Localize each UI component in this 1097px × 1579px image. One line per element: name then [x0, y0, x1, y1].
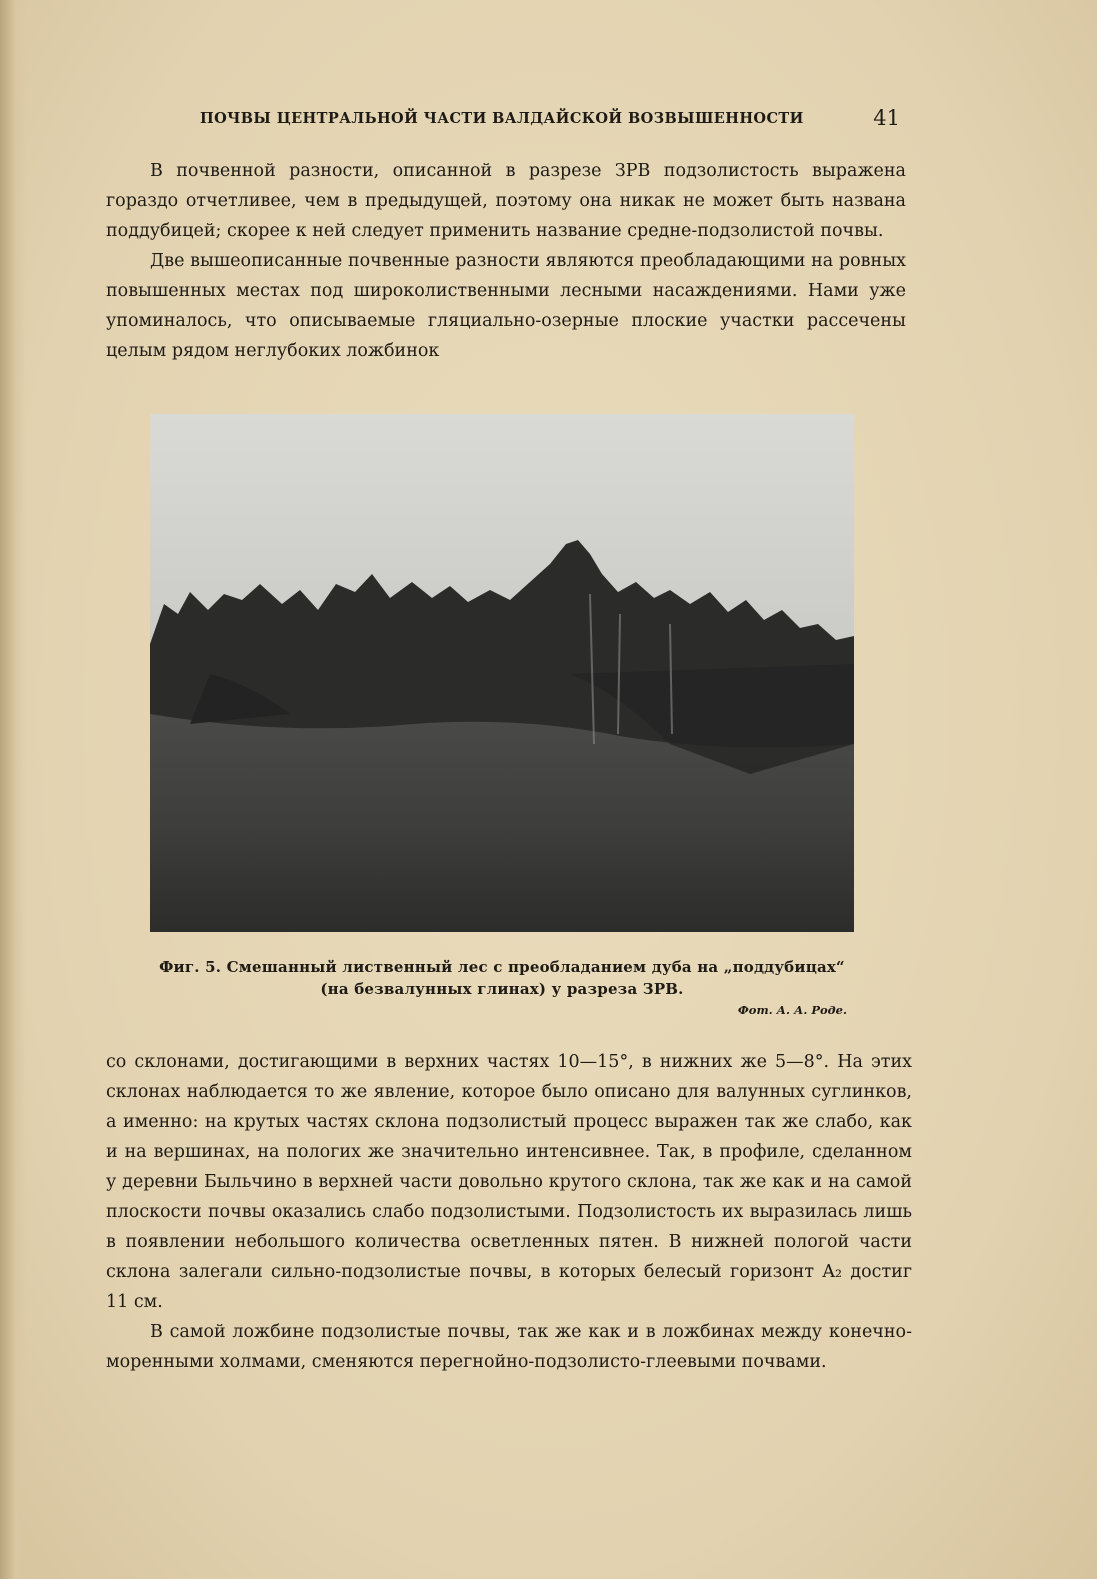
forest-photo-illustration: [150, 414, 854, 932]
figure-caption: [150, 956, 854, 1000]
page-header: [200, 106, 900, 132]
photo-credit: Фот. А. А. Роде.: [737, 1003, 847, 1017]
text-block-top: [106, 156, 906, 366]
paragraph: со склонами, достигающими в верхних частях 10—15°, в нижних же 5—8°. На этих склонах наблюдается то же явление, которое было описано для валунных суглинков, а именно: на крутых частях склона подзолистый процесс выражен так же слабо, как и на вершинах, на пологих же значительно интенсивнее. Так, в профиле, сделанном у деревни Быльчино в верхней части довольно крутого склона, так же как и на самой плоскости почвы оказались слабо подзолистыми. Подзолистость их выразилась лишь в появлении небольшого количества осветленных пятен. В нижней пологой части склона залегали сильно-подзолистые почвы, в которых белесый горизонт A₂ достиг 11 см.: [106, 1052, 912, 1312]
paragraph: В почвенной разности, описанной в разрезе ЗРВ подзолистость выражена гораздо отчетливее, чем в предыдущей, поэтому она никак не может быть названа поддубицей; скорее к ней следует применить название средне-подзолистой почвы.: [106, 161, 906, 241]
forest-photograph: [150, 414, 854, 932]
page-number: 41: [873, 106, 900, 130]
text-block-bottom: [106, 1047, 912, 1377]
paragraph: В самой ложбине подзолистые почвы, так же как и в ложбинах между конечно-моренными холмами, сменяются перегнойно-подзолисто-глеевыми почвами.: [106, 1322, 912, 1372]
page-binding-shadow: [0, 0, 26, 1579]
caption-text: Фиг. 5. Смешанный лиственный лес с преобладанием дуба на „поддубицах“ (на безвалунных глинах) у разреза ЗРВ.: [159, 958, 845, 998]
running-title: ПОЧВЫ ЦЕНТРАЛЬНОЙ ЧАСТИ ВАЛДАЙСКОЙ ВОЗВЫШЕННОСТИ: [200, 110, 804, 127]
paragraph: Две вышеописанные почвенные разности являются преобладающими на ровных повышенных местах под широколиственными лесными насаждениями. Нами уже упоминалось, что описываемые гляциально-озерные плоские участки рассечены целым рядом неглубоких ложбинок: [106, 251, 906, 361]
